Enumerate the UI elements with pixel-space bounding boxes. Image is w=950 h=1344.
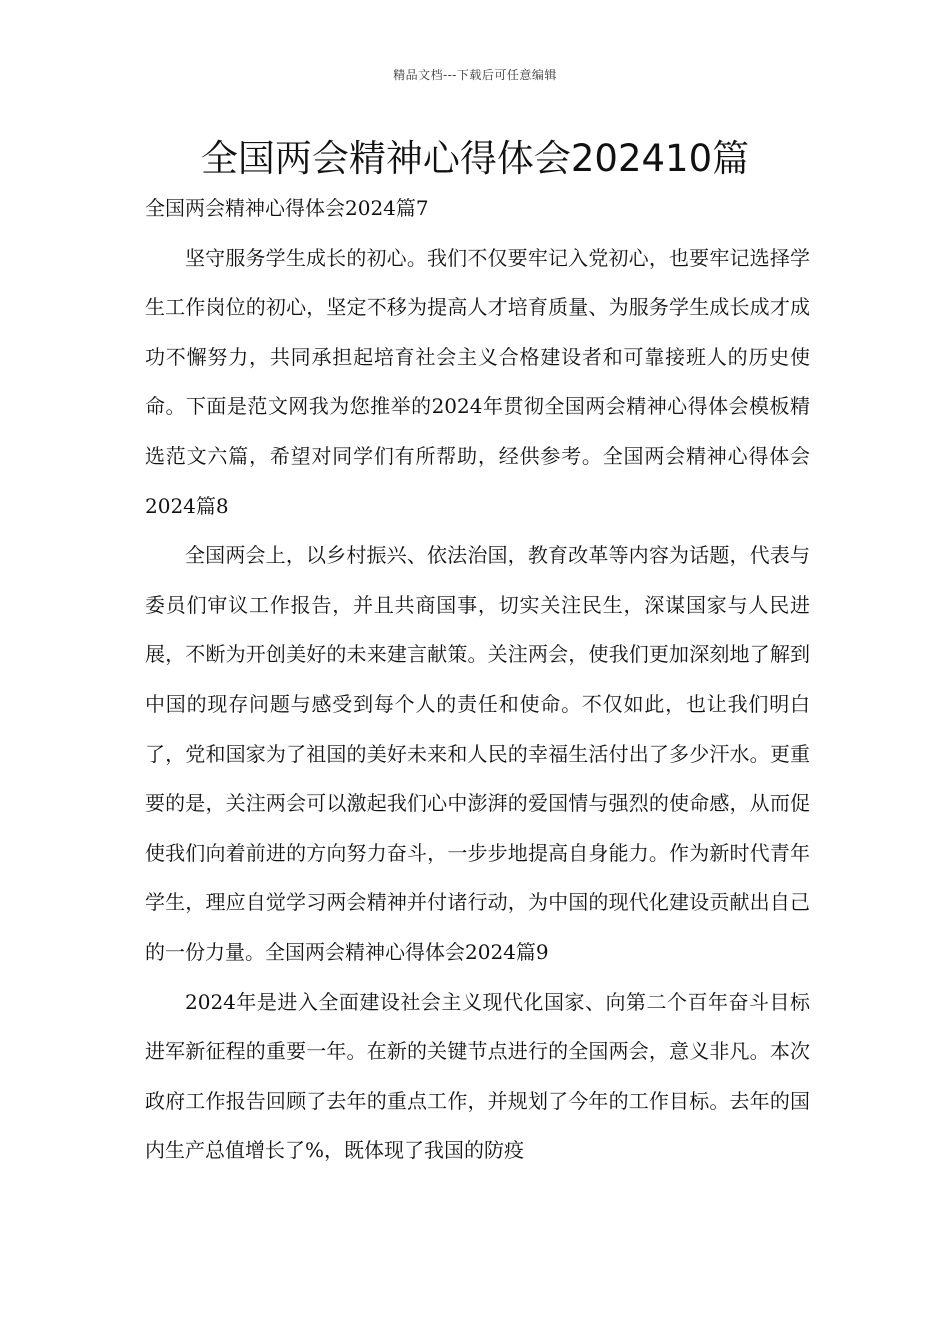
paragraph-2: 全国两会上，以乡村振兴、依法治国，教育改革等内容为话题，代表与委员们审议工作报告，并且共商国事，切实关注民生，深谋国家与人民进展，不断为开创美好的未来建言献策。关注两会，使我们更加深刻地了解到中国的现存问题与感受到每个人的责任和使命。不仅如此，也让我们明白了，党和国家为了祖国的美好未来和人民的幸福生活付出了多少汗水。更重要的是，关注两会可以激起我们心中澎湃的爱国情与强烈的使命感，从而促使我们向着前进的方向努力奋斗，一步步地提高自身能力。作为新时代青年学生，理应自觉学习两会精神并付诸行动，为中国的现代化建设贡献出自己的一份力量。全国两会精神心得体会2024篇9 [145, 543, 810, 964]
section-subheading: 全国两会精神心得体会2024篇7 [145, 196, 429, 220]
document-title: 全国两会精神心得体会202410篇 [200, 137, 750, 180]
page-header-note: 精品文档---下载后可任意编辑 [393, 68, 557, 82]
paragraph-1: 坚守服务学生成长的初心。我们不仅要牢记入党初心，也要牢记选择学生工作岗位的初心，坚定不移为提高人才培育质量、为服务学生成长成才成功不懈努力，共同承担起培育社会主义合格建设者和可靠接班人的历史使命。下面是范文网我为您推举的2024年贯彻全国两会精神心得体会模板精选范文六篇，希望对同学们有所帮助，经供参考。全国两会精神心得体会2024篇8 [145, 245, 810, 518]
paragraph-3: 2024年是进入全面建设社会主义现代化国家、向第二个百年奋斗目标进军新征程的重要一年。在新的关键节点进行的全国两会，意义非凡。本次政府工作报告回顾了去年的重点工作，并规划了今年的工作目标。去年的国内生产总值增长了%，既体现了我国的防疫 [145, 989, 810, 1163]
document-body [145, 184, 810, 1176]
